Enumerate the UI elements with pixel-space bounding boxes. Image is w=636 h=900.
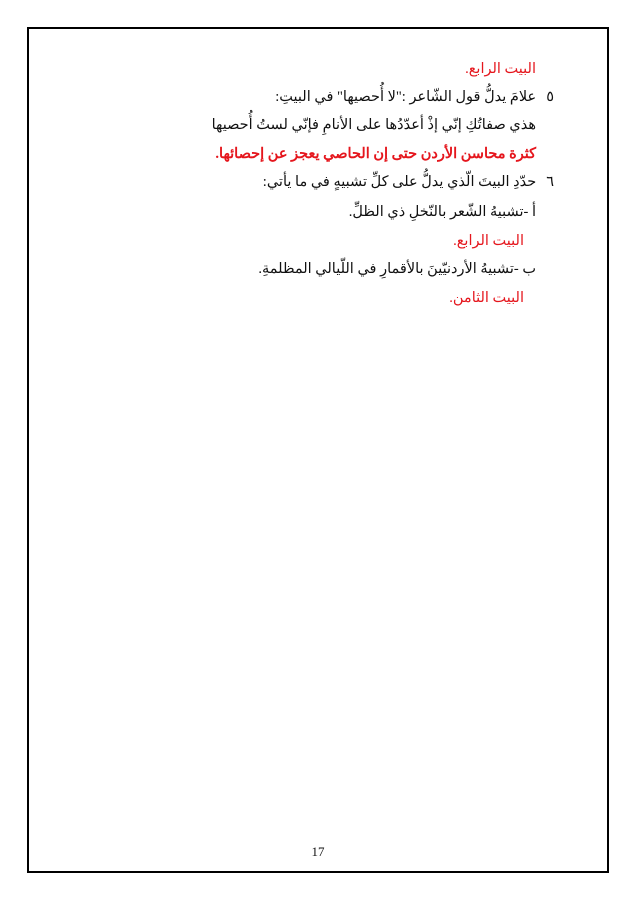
answer-b-text: البيت الثامن. xyxy=(449,290,524,306)
answer-5-line xyxy=(215,145,536,163)
answer-5-text: كثرة محاسن الأردن حتى إن الحاصي يعجز عن إحصائها. xyxy=(215,146,536,162)
answer-4-line xyxy=(465,60,536,78)
answer-a-text: البيت الرابع. xyxy=(453,233,524,249)
item-b-line xyxy=(258,260,536,278)
question-6-line xyxy=(263,173,554,191)
answer-a-line xyxy=(453,232,524,250)
item-a-text: أ -تشبيهُ الشّعر بالنّخلِ ذي الظلِّ. xyxy=(348,204,536,220)
item-a-line xyxy=(349,203,536,221)
question-6-number: ٦ xyxy=(546,174,554,190)
question-5-line xyxy=(275,88,554,106)
item-b-text: ب -تشبيهُ الأردنيّينَ بالأقمارِ في اللّيالي المظلمةِ. xyxy=(258,261,536,277)
answer-b-line xyxy=(449,289,524,307)
verse-text: هذي صفاتُكِ إنّي إذْ أعدّدُها على الأنامِ فإنّي لستُ أُحصيها xyxy=(211,117,536,133)
answer-4-text: البيت الرابع. xyxy=(465,61,536,77)
page-number: 17 xyxy=(311,844,325,859)
question-6-text: حدّدِ البيتَ الّذي يدلُّ على كلِّ تشبيهٍ في ما يأتي: xyxy=(262,174,537,190)
question-5-number: ٥ xyxy=(546,89,554,105)
question-5-text: علامَ يدلُّ قول الشّاعر :"لا أُحصيها" في البيتِ: xyxy=(275,89,537,105)
verse-line xyxy=(212,116,536,134)
